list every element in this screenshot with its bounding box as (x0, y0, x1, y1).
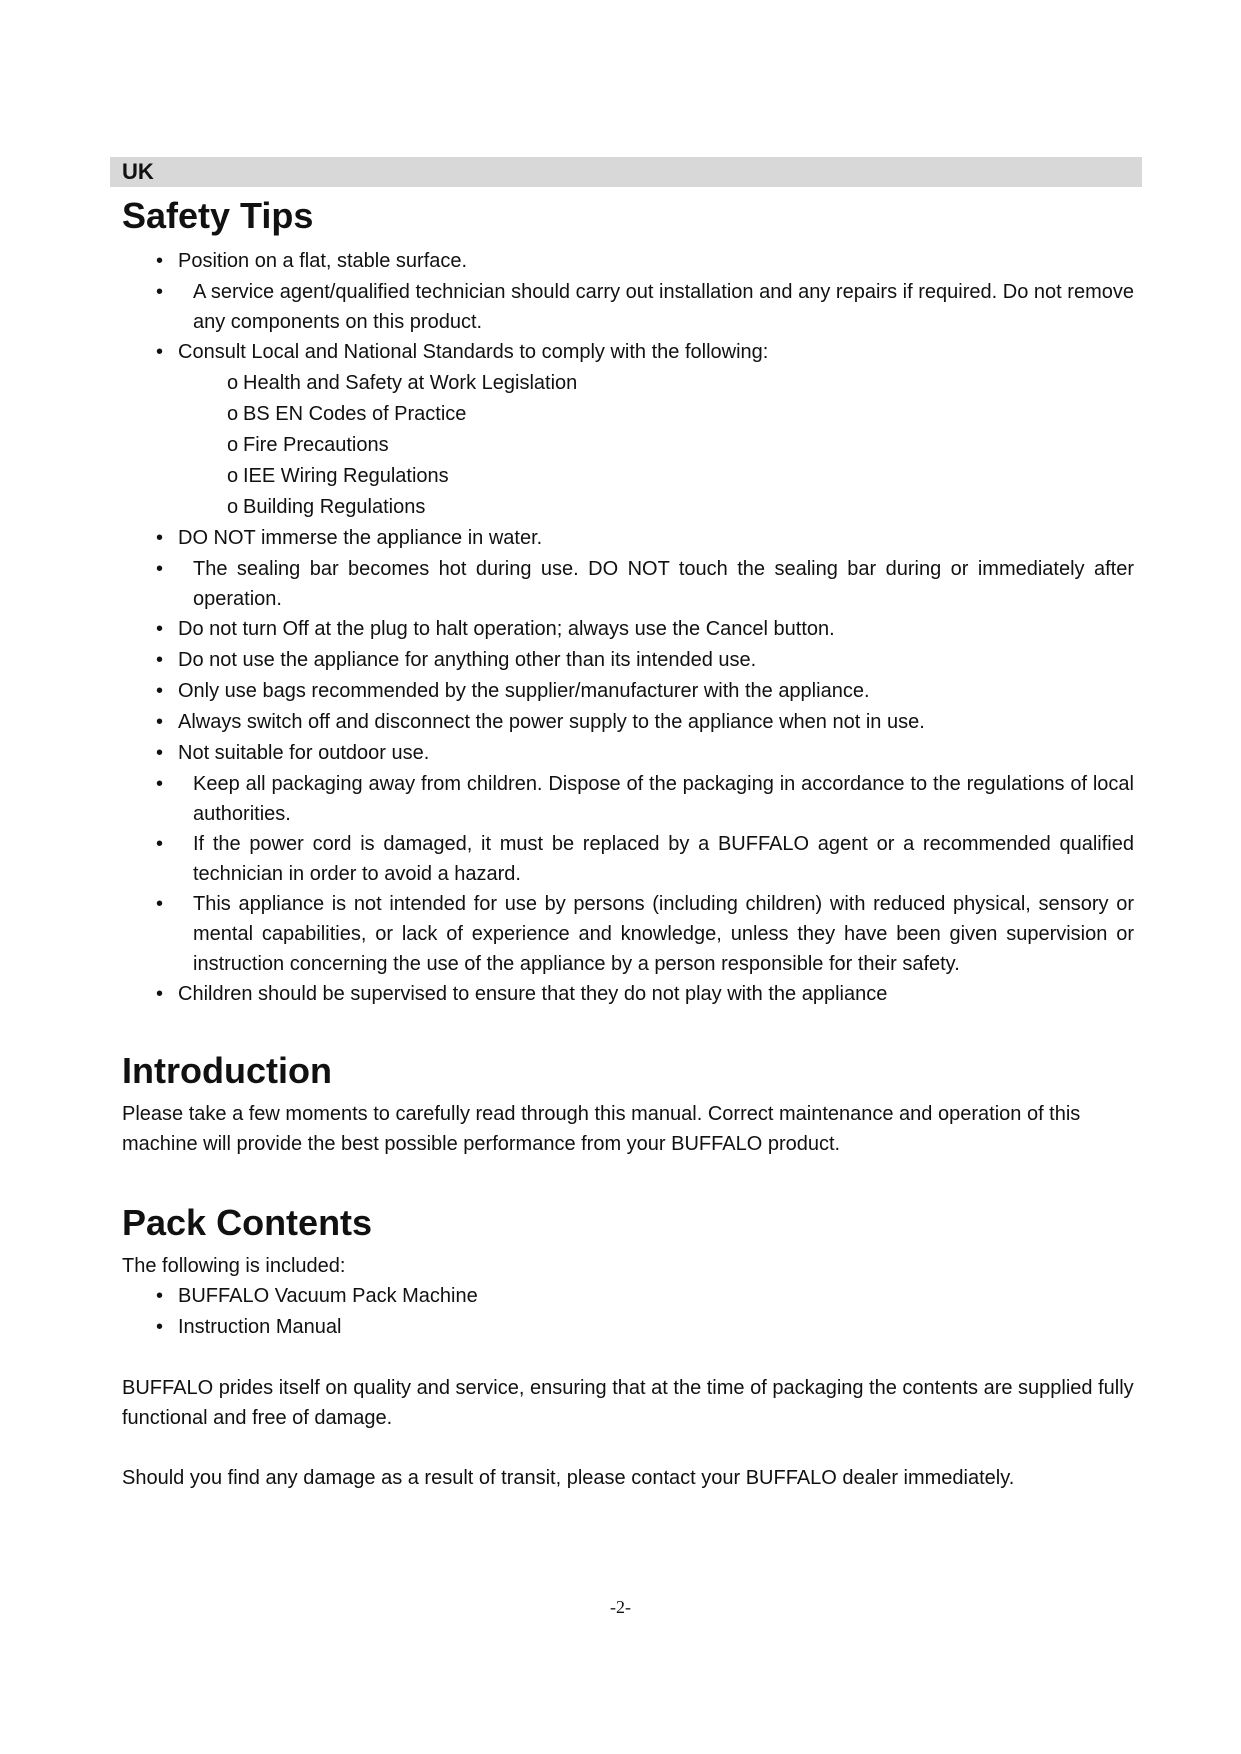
bullet-icon: • (156, 983, 164, 1005)
list-item: • BUFFALO Vacuum Pack Machine (122, 1281, 1134, 1312)
list-item: • Do not use the appliance for anything other than its intended use. (122, 645, 1134, 676)
safety-tips-heading: Safety Tips (122, 195, 314, 236)
list-item: • Children should be supervised to ensure that they do not play with the appliance (122, 979, 1134, 1010)
bullet-icon: • (156, 833, 164, 855)
bullet-icon: • (156, 649, 164, 671)
pack-contents-heading: Pack Contents (122, 1202, 373, 1243)
language-label: UK (122, 159, 154, 184)
safety-tips-list (122, 246, 1134, 1010)
list-item: • Always switch off and disconnect the power supply to the appliance when not in use. (122, 707, 1134, 738)
list-item: • Not suitable for outdoor use. (122, 738, 1134, 769)
circle-bullet-icon: o (227, 372, 239, 394)
sub-list-item: o BS EN Codes of Practice (122, 399, 1134, 430)
bullet-icon: • (156, 250, 164, 272)
page-number: -2- (610, 1597, 631, 1617)
bullet-icon: • (156, 341, 164, 363)
list-item: • DO NOT immerse the appliance in water. (122, 523, 1134, 554)
list-item: • Do not turn Off at the plug to halt operation; always use the Cancel button. (122, 614, 1134, 645)
list-item: • Instruction Manual (122, 1312, 1134, 1343)
sub-list-item: o Fire Precautions (122, 430, 1134, 461)
circle-bullet-icon: o (227, 496, 239, 518)
list-item: • The sealing bar becomes hot during use. DO NOT touch the sealing bar during or immediately after operation. (122, 554, 1134, 614)
introduction-paragraph: Please take a few moments to carefully read through this manual. Correct maintenance and operation of this machine will provide the best possible performance from your BUFFALO product. (122, 1103, 1081, 1155)
bullet-icon: • (156, 680, 164, 702)
bullet-icon: • (156, 281, 164, 303)
language-section-bar (110, 157, 1142, 187)
bullet-icon: • (156, 742, 164, 764)
list-item: • Position on a flat, stable surface. (122, 246, 1134, 277)
list-item: • If the power cord is damaged, it must be replaced by a BUFFALO agent or a recommended qualified technician in order to avoid a hazard. (122, 829, 1134, 889)
quality-paragraph: BUFFALO prides itself on quality and service, ensuring that at the time of packaging the contents are supplied fully functional and free of damage. (122, 1377, 1134, 1429)
circle-bullet-icon: o (227, 465, 239, 487)
sub-list-item: o Building Regulations (122, 492, 1134, 523)
bullet-icon: • (156, 558, 164, 580)
pack-contents-lead: The following is included: (122, 1255, 346, 1277)
bullet-icon: • (156, 893, 164, 915)
circle-bullet-icon: o (227, 403, 239, 425)
bullet-icon: • (156, 527, 164, 549)
bullet-icon: • (156, 618, 164, 640)
sub-list-item: o IEE Wiring Regulations (122, 461, 1134, 492)
bullet-icon: • (156, 1285, 164, 1307)
list-item: • Consult Local and National Standards to comply with the following: (122, 337, 1134, 368)
list-item: • A service agent/qualified technician should carry out installation and any repairs if required. Do not remove any components on this product. (122, 277, 1134, 337)
circle-bullet-icon: o (227, 434, 239, 456)
list-item: • This appliance is not intended for use by persons (including children) with reduced physical, sensory or mental capabilities, or lack of experience and knowledge, unless they have been given supervision or instruction concerning the use of the appliance by a person responsible for their safety. (122, 889, 1134, 979)
bullet-icon: • (156, 1316, 164, 1338)
list-item: • Only use bags recommended by the supplier/manufacturer with the appliance. (122, 676, 1134, 707)
bullet-icon: • (156, 711, 164, 733)
pack-contents-list (122, 1281, 1134, 1343)
introduction-heading: Introduction (122, 1050, 332, 1091)
sub-list-item: o Health and Safety at Work Legislation (122, 368, 1134, 399)
damage-paragraph: Should you find any damage as a result of transit, please contact your BUFFALO dealer immediately. (122, 1467, 1015, 1489)
bullet-icon: • (156, 773, 164, 795)
list-item: • Keep all packaging away from children. Dispose of the packaging in accordance to the regulations of local authorities. (122, 769, 1134, 829)
